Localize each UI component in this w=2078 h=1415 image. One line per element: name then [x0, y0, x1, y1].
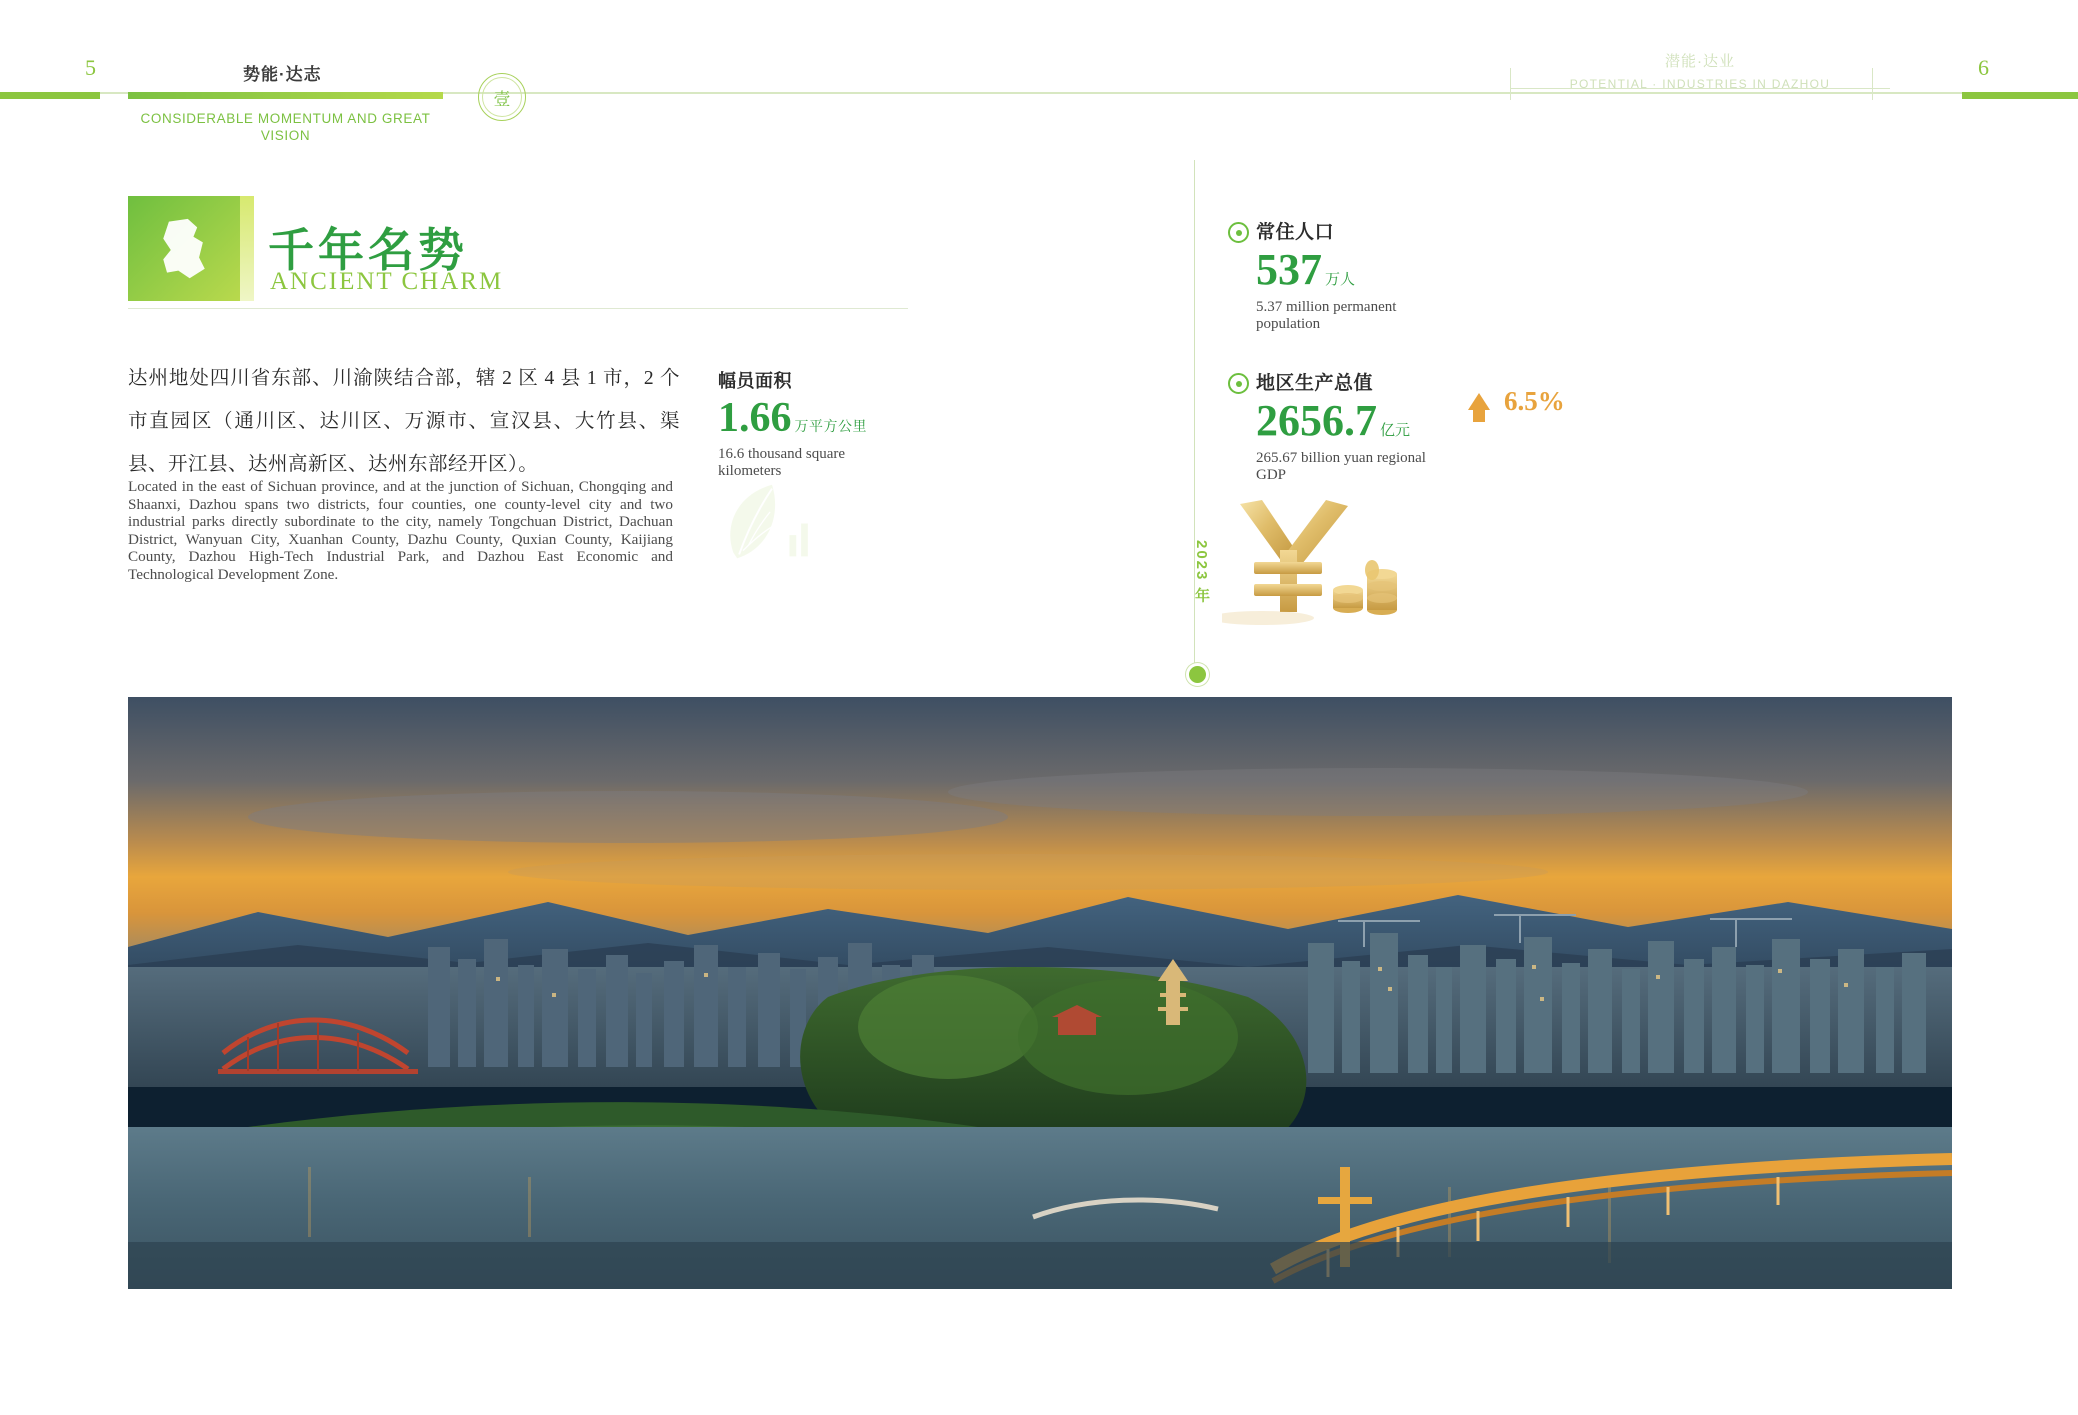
map-outline-icon [155, 216, 213, 282]
body-paragraph-cn: 达州地处四川省东部、川渝陕结合部，辖 2 区 4 县 1 市，2 个市直园区（通川区、达川区、万源市、宣汉县、大竹县、渠县、开江县、达州高新区、达州东部经开区）。 [128, 368, 680, 475]
target-bullet-icon [1228, 373, 1249, 394]
section-title-en: ANCIENT CHARM [270, 268, 504, 295]
header-title-en-left: CONSIDERABLE MOMENTUM AND GREAT VISION [140, 111, 431, 143]
timeline-dot-icon [1186, 663, 1209, 686]
header-right-block [1500, 50, 1900, 91]
stat-gdp-value-row [1256, 396, 1648, 445]
stat-area [718, 367, 948, 480]
stat-gdp [1228, 368, 1648, 484]
header-title-cn-right: 潜能·达业 [1665, 53, 1735, 70]
seal-badge-icon [478, 73, 526, 121]
header-accent-right [1962, 92, 2078, 99]
section-badge [128, 196, 240, 301]
stat-gdp-unit: 亿元 [1380, 422, 1411, 439]
page-number-right: 6 [1978, 55, 1989, 80]
header-accent-left [0, 92, 100, 99]
stat-area-value: 1.66 [718, 395, 792, 441]
stat-population [1228, 217, 1548, 333]
stat-population-label: 常住人口 [1256, 222, 1335, 243]
target-bullet-icon [1228, 222, 1249, 243]
timeline-year: 2023 年 [1193, 540, 1210, 605]
section-underline [128, 308, 908, 309]
body-paragraph-en: Located in the east of Sichuan province, and at the junction of Sichuan, Chongqing and Shaanxi, Dazhou spans two districts, four counties, one county-level city and two industrial parks directly subordinate to the city, namely Tongchuan District, Dachuan District, Wanyuan City, Xuanhan County, Dazhu County, Quxian County, Kaijiang County, Dazhou High-Tech Industrial Park, and Dazhou East Economic and Technological Development Zone. [128, 478, 673, 583]
yuan-coins-illustration [1222, 490, 1422, 635]
stat-gdp-label-en: 265.67 billion yuan regional GDP [1256, 450, 1426, 483]
up-arrow-icon [1468, 393, 1490, 410]
stat-area-unit: 万平方公里 [794, 418, 867, 434]
stat-population-label-en: 5.37 million permanent population [1256, 299, 1397, 332]
stat-area-label: 幅员面积 [718, 371, 792, 391]
city-panorama-photo [128, 697, 1952, 1289]
stat-area-value-row [718, 397, 948, 439]
stat-gdp-growth-value: 6.5% [1504, 386, 1565, 416]
stat-population-value-row [1256, 245, 1548, 294]
header-title-cn-left: 势能·达志 [243, 65, 322, 84]
yuan-symbol-icon [1222, 490, 1422, 635]
seal-character: 壹 [493, 89, 511, 109]
leaf-decoration-icon [719, 477, 827, 569]
stat-population-unit: 万人 [1325, 271, 1356, 288]
stat-population-value: 537 [1256, 245, 1322, 294]
section-badge-tab [240, 196, 254, 301]
stat-gdp-label: 地区生产总值 [1256, 373, 1374, 394]
header-title-en-right: POTENTIAL · INDUSTRIES IN DAZHOU [1569, 77, 1831, 91]
header-bar-left [128, 92, 443, 99]
section-title-cn: 千年名势 [268, 225, 468, 276]
stat-area-label-en: 16.6 thousand square kilometers [718, 446, 846, 479]
panorama-illustration [128, 697, 1952, 1289]
stat-gdp-growth [1468, 386, 1565, 417]
page-number-left: 5 [85, 55, 96, 80]
stat-gdp-value: 2656.7 [1256, 396, 1377, 445]
